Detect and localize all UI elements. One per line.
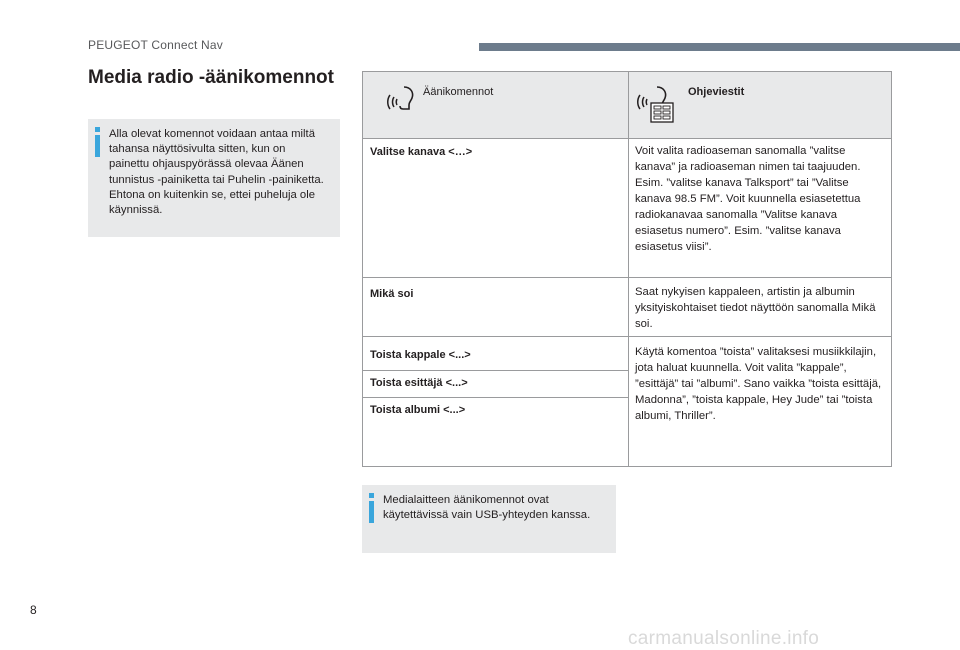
row-divider (363, 397, 628, 398)
command-whats-playing: Mikä soi (370, 288, 414, 300)
help-play-media: Käytä komentoa ”toista” valitaksesi musiikkilajin, jota haluat kuunnella. Voit valita ”kappale”, ”esittäjä” tai ”albumi”. Sano vaikka ”toista esittäjä, Madonna”, ”toista kappale, Hey Jude” tai ”toista albumi, Thriller”. (635, 346, 882, 422)
info-icon (366, 493, 377, 523)
info-note-left (88, 119, 340, 237)
command-play-album: Toista albumi <...> (370, 404, 466, 416)
watermark: carmanualsonline.info (628, 628, 820, 649)
table-header (363, 72, 891, 139)
info-note-text: Medialaitteen äänikomennot ovat käytettävissä vain USB-yhteyden kanssa. (383, 494, 591, 522)
column-header-commands: Äänikomennot (423, 86, 494, 98)
info-note-text: Alla olevat komennot voidaan antaa miltä tahansa näyttösivulta sitten, kun on painettu ohjauspyörässä olevaa Äänen tunnistus -painiketta tai Puhelin -painiketta. Ehtona on kuitenkin se, ettei puheluja ole käynnissä. (109, 128, 324, 217)
page-number: 8 (30, 603, 37, 617)
help-whats-playing: Saat nykyisen kappaleen, artistin ja albumin yksityiskohtaiset tiedot näyttöön sanomalla Mikä soi. (635, 286, 876, 330)
voice-command-icon (385, 84, 419, 118)
help-message-icon (635, 84, 677, 124)
help-select-channel: Voit valita radioaseman sanomalla ”valitse kanava” ja radioaseman nimen tai taajuuden. Esim. ”valitse kanava Talksport” tai ”Valitse kanava 98.5 FM”. Voit kuunnella esiasetettua radiokanavaa sanomalla ”Valitse kanava esiasetus numero”. Esim. ”valitse kanava esiasetus viisi”. (635, 145, 861, 253)
row-divider (363, 336, 891, 337)
command-play-artist: Toista esittäjä <...> (370, 377, 468, 389)
page-title: Media radio -äänikomennot (88, 67, 334, 88)
command-play-song: Toista kappale <...> (370, 349, 471, 361)
row-divider (363, 370, 628, 371)
manual-title: PEUGEOT Connect Nav (88, 38, 223, 52)
info-icon (92, 127, 103, 157)
voice-command-table (362, 71, 892, 467)
command-select-channel: Valitse kanava <…> (370, 146, 473, 158)
column-divider (628, 72, 629, 466)
column-header-help: Ohjeviestit (688, 86, 745, 98)
info-note-bottom (362, 485, 616, 553)
header-bar (479, 43, 960, 51)
row-divider (363, 277, 891, 278)
